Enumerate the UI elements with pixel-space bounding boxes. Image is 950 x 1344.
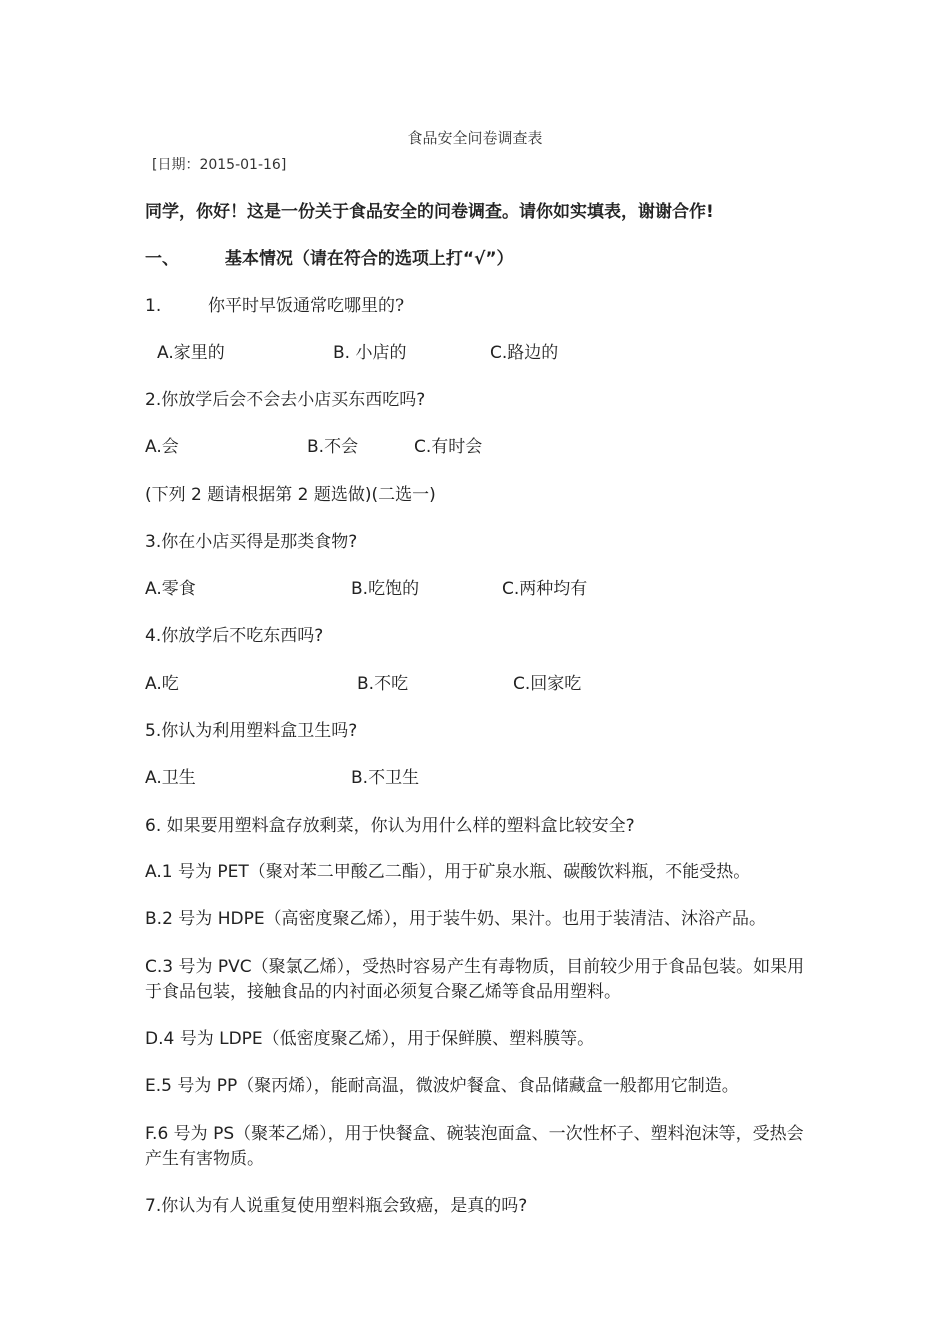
section-number: 一、 (145, 249, 179, 269)
question-1 (145, 294, 404, 318)
q6-option-b[interactable]: B.2 号为 HDPE（高密度聚乙烯），用于装牛奶、果汁。也用于装清洁、沐浴产品。 (145, 909, 767, 929)
q4-option-c[interactable]: C.回家吃 (513, 674, 582, 694)
document-date: [日期：2015-01-16] (152, 157, 287, 173)
q6-option-f[interactable]: F.6 号为 PS（聚苯乙烯），用于快餐盒、碗装泡面盒、一次性杯子、塑料泡沫等，受热会产生有害物质。 (145, 1124, 804, 1169)
q1-option-b[interactable]: B. 小店的 (333, 343, 407, 363)
section-heading (145, 247, 514, 271)
q4-option-b[interactable]: B.不吃 (357, 674, 409, 694)
question-6-text: 6. 如果要用塑料盒存放剩菜，你认为用什么样的塑料盒比较安全? (145, 816, 635, 836)
q2-option-c[interactable]: C.有时会 (414, 437, 483, 457)
q6-option-c[interactable]: C.3 号为 PVC（聚氯乙烯），受热时容易产生有毒物质，目前较少用于食品包装。如果用于食品包装，接触食品的内衬面必须复合聚乙烯等食品用塑料。 (145, 957, 805, 1002)
question-5-text: 5.你认为利用塑料盒卫生吗? (145, 721, 358, 741)
q2-option-a[interactable]: A.会 (145, 437, 179, 457)
question-2-text: 2.你放学后会不会去小店买东西吃吗? (145, 390, 426, 410)
q3-option-b[interactable]: B.吃饱的 (351, 579, 420, 599)
q6-option-a[interactable]: A.1 号为 PET（聚对苯二甲酸乙二酯），用于矿泉水瓶、碳酸饮料瓶，不能受热。 (145, 862, 751, 882)
question-1-text: 你平时早饭通常吃哪里的? (208, 296, 405, 316)
greeting-text: 同学，你好！这是一份关于食品安全的问卷调查。请你如实填表，谢谢合作! (145, 202, 714, 222)
q3-option-c[interactable]: C.两种均有 (502, 579, 588, 599)
section-title: 基本情况（请在符合的选项上打“√”） (224, 249, 514, 269)
q1-option-c[interactable]: C.路边的 (490, 343, 559, 363)
q2-option-b[interactable]: B.不会 (307, 437, 359, 457)
question-7-text: 7.你认为有人说重复使用塑料瓶会致癌，是真的吗? (145, 1196, 528, 1216)
question-3-text: 3.你在小店买得是那类食物? (145, 532, 358, 552)
instruction-note: (下列 2 题请根据第 2 题选做)(二选一) (145, 485, 436, 505)
document-title: 食品安全问卷调查表 (407, 129, 543, 147)
q6-option-e[interactable]: E.5 号为 PP（聚丙烯），能耐高温，微波炉餐盒、食品储藏盒一般都用它制造。 (145, 1076, 739, 1096)
q3-option-a[interactable]: A.零食 (145, 579, 196, 599)
q1-option-a[interactable]: A.家里的 (157, 343, 225, 363)
q5-option-b[interactable]: B.不卫生 (351, 768, 420, 788)
question-1-number: 1. (145, 296, 162, 316)
question-4-text: 4.你放学后不吃东西吗? (145, 626, 324, 646)
q4-option-a[interactable]: A.吃 (145, 674, 179, 694)
q5-option-a[interactable]: A.卫生 (145, 768, 196, 788)
q6-option-d[interactable]: D.4 号为 LDPE（低密度聚乙烯），用于保鲜膜、塑料膜等。 (145, 1029, 595, 1049)
